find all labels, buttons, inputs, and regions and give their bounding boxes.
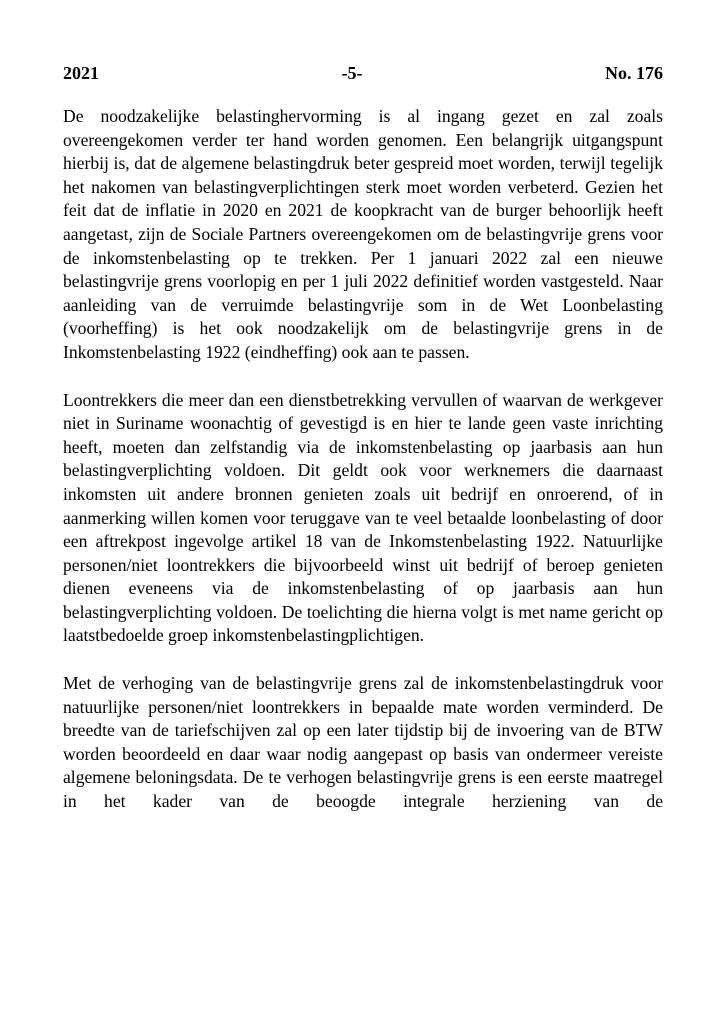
page-header [63,62,663,86]
paragraph-wage-earners: Loontrekkers die meer dan een dienstbetrekking vervullen of waarvan de werkgever niet in Suriname woonachtig of gevestigd is en hier te lande geen vaste inrichting heeft, moeten dan zelfstandig via de inkomstenbelasting op jaarbasis aan hun belastingverplichting voldoen. Dit geldt ook voor werknemers die daarnaast inkomsten uit andere bronnen genieten zoals uit bedrijf en onroerend, of in aanmerking willen komen voor teruggave van te veel betaalde loonbelasting of door een aftrekpost ingevolge artikel 18 van de Inkomstenbelasting 1922. Natuurlijke personen/niet loontrekkers die bijvoorbeeld winst uit bedrijf of beroep genieten dienen eveneens via de inkomstenbelasting of op jaarbasis aan hun belastingverplichting voldoen. De toelichting die hierna volgt is met name gericht op laatstbedoelde groep inkomstenbelastingplichtigen. [63,389,663,646]
header-doc-number: No. 176 [605,63,663,83]
header-page-number: -5- [341,63,363,83]
paragraph-tax-reform: De noodzakelijke belastinghervorming is al ingang gezet en zal zoals overeengekomen verder ter hand worden genomen. Een belangrijk uitgangspunt hierbij is, dat de algemene belastingdruk beter gespreid moet worden, terwijl tegelijk het nakomen van belastingverplichtingen sterk moet worden verbeterd. Gezien het feit dat de inflatie in 2020 en 2021 de koopkracht van de burger behoorlijk heeft aangetast, zijn de Sociale Partners overeengekomen om de belastingvrije grens voor de inkomstenbelasting op te trekken. Per 1 januari 2022 zal een nieuwe belastingvrije grens voorlopig en per 1 juli 2022 definitief worden vastgesteld. Naar aanleiding van de verruimde belastingvrije som in de Wet Loonbelasting (voorheffing) is het ook noodzakelijk om de belastingvrije grens in de Inkomstenbelasting 1922 (eindheffing) ook aan te passen. [63,106,663,362]
header-year: 2021 [63,63,99,83]
paragraph-tax-free-threshold: Met de verhoging van de belastingvrije grens zal de inkomstenbelastingdruk voor natuurlijke personen/niet loontrekkers in bepaalde mate worden verminderd. De breedte van de tariefschijven zal op een later tijdstip bij de invoering van de BTW worden beoordeeld en daar waar nodig aangepast op basis van ondermeer vereiste algemene beloningsdata. De te verhogen belastingvrije grens is een eerste maatregel in het kader van de beoogde integrale herziening van de [63,673,663,812]
document-page [63,62,663,814]
